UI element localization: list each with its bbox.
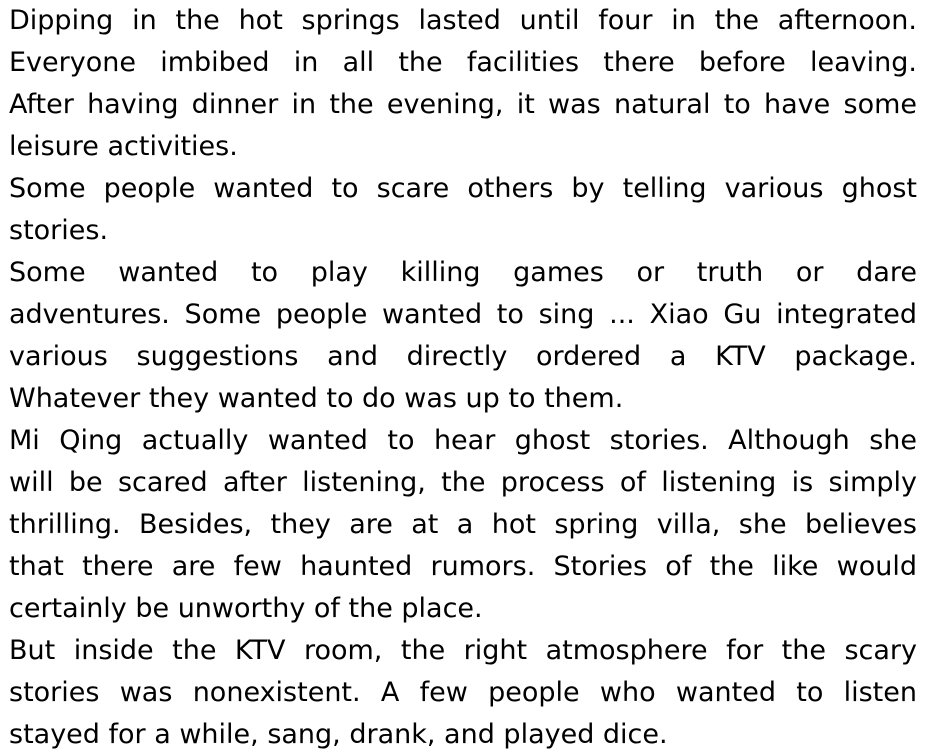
text-line: stories was nonexistent. A few people who wanted to listen [9, 677, 917, 708]
text-line: will be scared after listening, the process of listening is simply [9, 467, 917, 498]
paragraph [9, 168, 917, 252]
text-line: After having dinner in the evening, it was natural to have some [9, 89, 917, 120]
paragraph [9, 252, 917, 420]
text-line: adventures. Some people wanted to sing ... Xiao Gu integrated [9, 299, 917, 330]
text-line: stayed for a while, sang, drank, and played dice. [9, 719, 668, 750]
text-line: stories. [9, 215, 109, 246]
page-text [9, 0, 917, 756]
text-line: certainly be unworthy of the place. [9, 593, 483, 624]
text-line: thrilling. Besides, they are at a hot spring villa, she believes [9, 509, 917, 540]
text-line: Some people wanted to scare others by telling various ghost [9, 173, 917, 204]
paragraph [9, 630, 917, 756]
paragraph [9, 0, 917, 168]
text-line: that there are few haunted rumors. Stories of the like would [9, 551, 917, 582]
text-line: Whatever they wanted to do was up to them. [9, 383, 624, 414]
text-line: But inside the KTV room, the right atmosphere for the scary [9, 635, 917, 666]
text-line: Some wanted to play killing games or truth or dare [9, 257, 917, 288]
text-line: leisure activities. [9, 131, 238, 162]
text-line: Dipping in the hot springs lasted until four in the afternoon. [9, 5, 917, 36]
text-line: various suggestions and directly ordered a KTV package. [9, 341, 917, 372]
text-line: Mi Qing actually wanted to hear ghost stories. Although she [9, 425, 917, 456]
paragraph [9, 420, 917, 630]
text-line: Everyone imbibed in all the facilities there before leaving. [9, 47, 917, 78]
